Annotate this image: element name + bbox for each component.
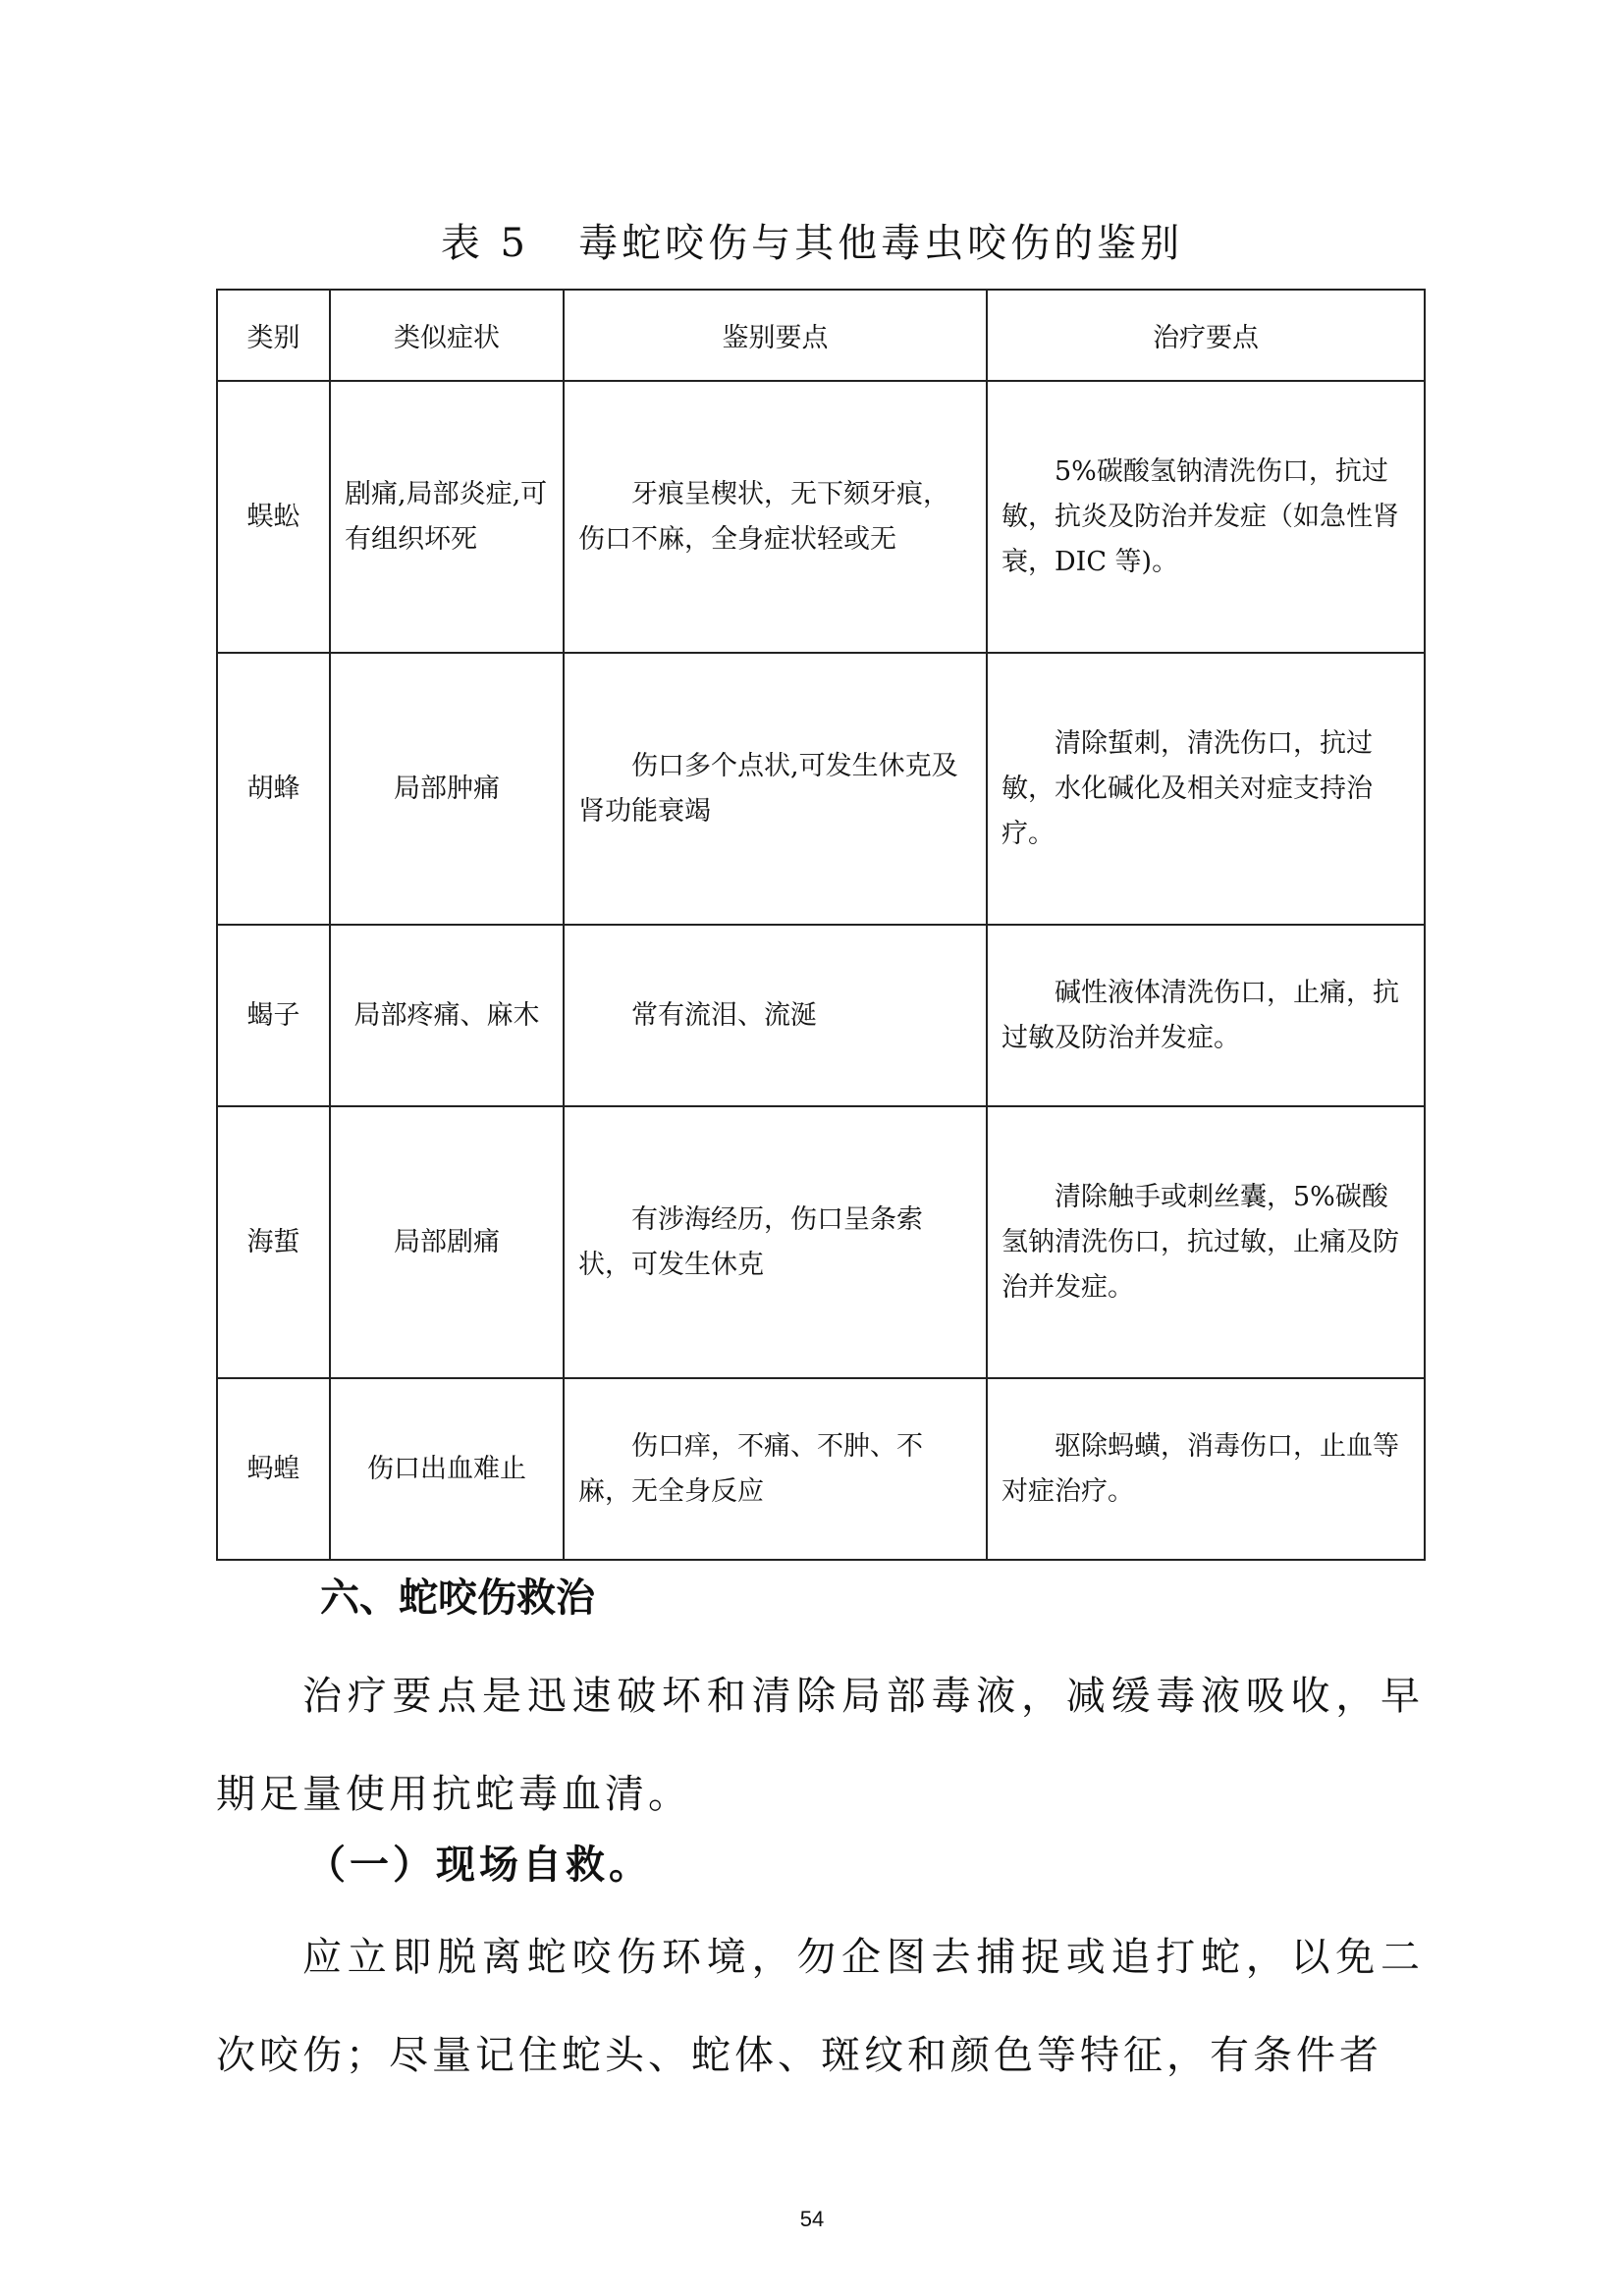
cell-key-points: 常有流泪、流涎 [564,925,987,1106]
page-number: 54 [799,2207,825,2231]
cell-category: 海蜇 [217,1106,330,1378]
cell-key-points: 伤口痒，不痛、不肿、不麻，无全身反应 [564,1378,987,1560]
cell-category: 蝎子 [217,925,330,1106]
cell-treatment: 驱除蚂蟥，消毒伤口，止血等对症治疗。 [987,1378,1425,1560]
table-row [217,1378,1425,1560]
differentiation-table [216,289,1426,1561]
table-header-row [217,290,1425,381]
cell-symptoms: 局部剧痛 [330,1106,564,1378]
cell-key-points: 伤口多个点状,可发生休克及肾功能衰竭 [564,653,987,925]
cell-treatment: 碱性液体清洗伤口，止痛，抗过敏及防治并发症。 [987,925,1425,1106]
section-heading: 六、蛇咬伤救治 [320,1575,595,1621]
cell-treatment: 5%碳酸氢钠清洗伤口，抗过敏，抗炎及防治并发症（如急性肾衰，DIC 等)。 [987,381,1425,653]
cell-category: 蜈蚣 [217,381,330,653]
header-treatment: 治疗要点 [987,290,1425,381]
table-row [217,1106,1425,1378]
body-paragraph: 治疗要点是迅速破坏和清除局部毒液，减缓毒液吸收，早期足量使用抗蛇毒血清。 [216,1674,1424,1817]
cell-key-points: 牙痕呈楔状，无下颏牙痕，伤口不麻，全身症状轻或无 [564,381,987,653]
cell-category: 蚂蝗 [217,1378,330,1560]
header-key-points: 鉴别要点 [564,290,987,381]
table-row [217,381,1425,653]
header-category: 类别 [217,290,330,381]
cell-treatment: 清除蜇刺，清洗伤口，抗过敏，水化碱化及相关对症支持治疗。 [987,653,1425,925]
header-similar-symptoms: 类似症状 [330,290,564,381]
table-row [217,925,1425,1106]
cell-key-points: 有涉海经历，伤口呈条索状，可发生休克 [564,1106,987,1378]
body-paragraph: 应立即脱离蛇咬伤环境，勿企图去捕捉或追打蛇，以免二次咬伤；尽量记住蛇头、蛇体、斑纹和颜色等特征，有条件者 [216,1935,1424,2078]
table-title: 表 5 毒蛇咬伤与其他毒虫咬伤的鉴别 [440,221,1184,266]
cell-symptoms: 局部肿痛 [330,653,564,925]
cell-symptoms: 剧痛,局部炎症,可有组织坏死 [330,381,564,653]
table-row [217,653,1425,925]
cell-symptoms: 局部疼痛、麻木 [330,925,564,1106]
sub-heading: （一）现场自救。 [306,1842,652,1888]
cell-symptoms: 伤口出血难止 [330,1378,564,1560]
cell-category: 胡蜂 [217,653,330,925]
cell-treatment: 清除触手或刺丝囊，5%碳酸氢钠清洗伤口，抗过敏，止痛及防治并发症。 [987,1106,1425,1378]
